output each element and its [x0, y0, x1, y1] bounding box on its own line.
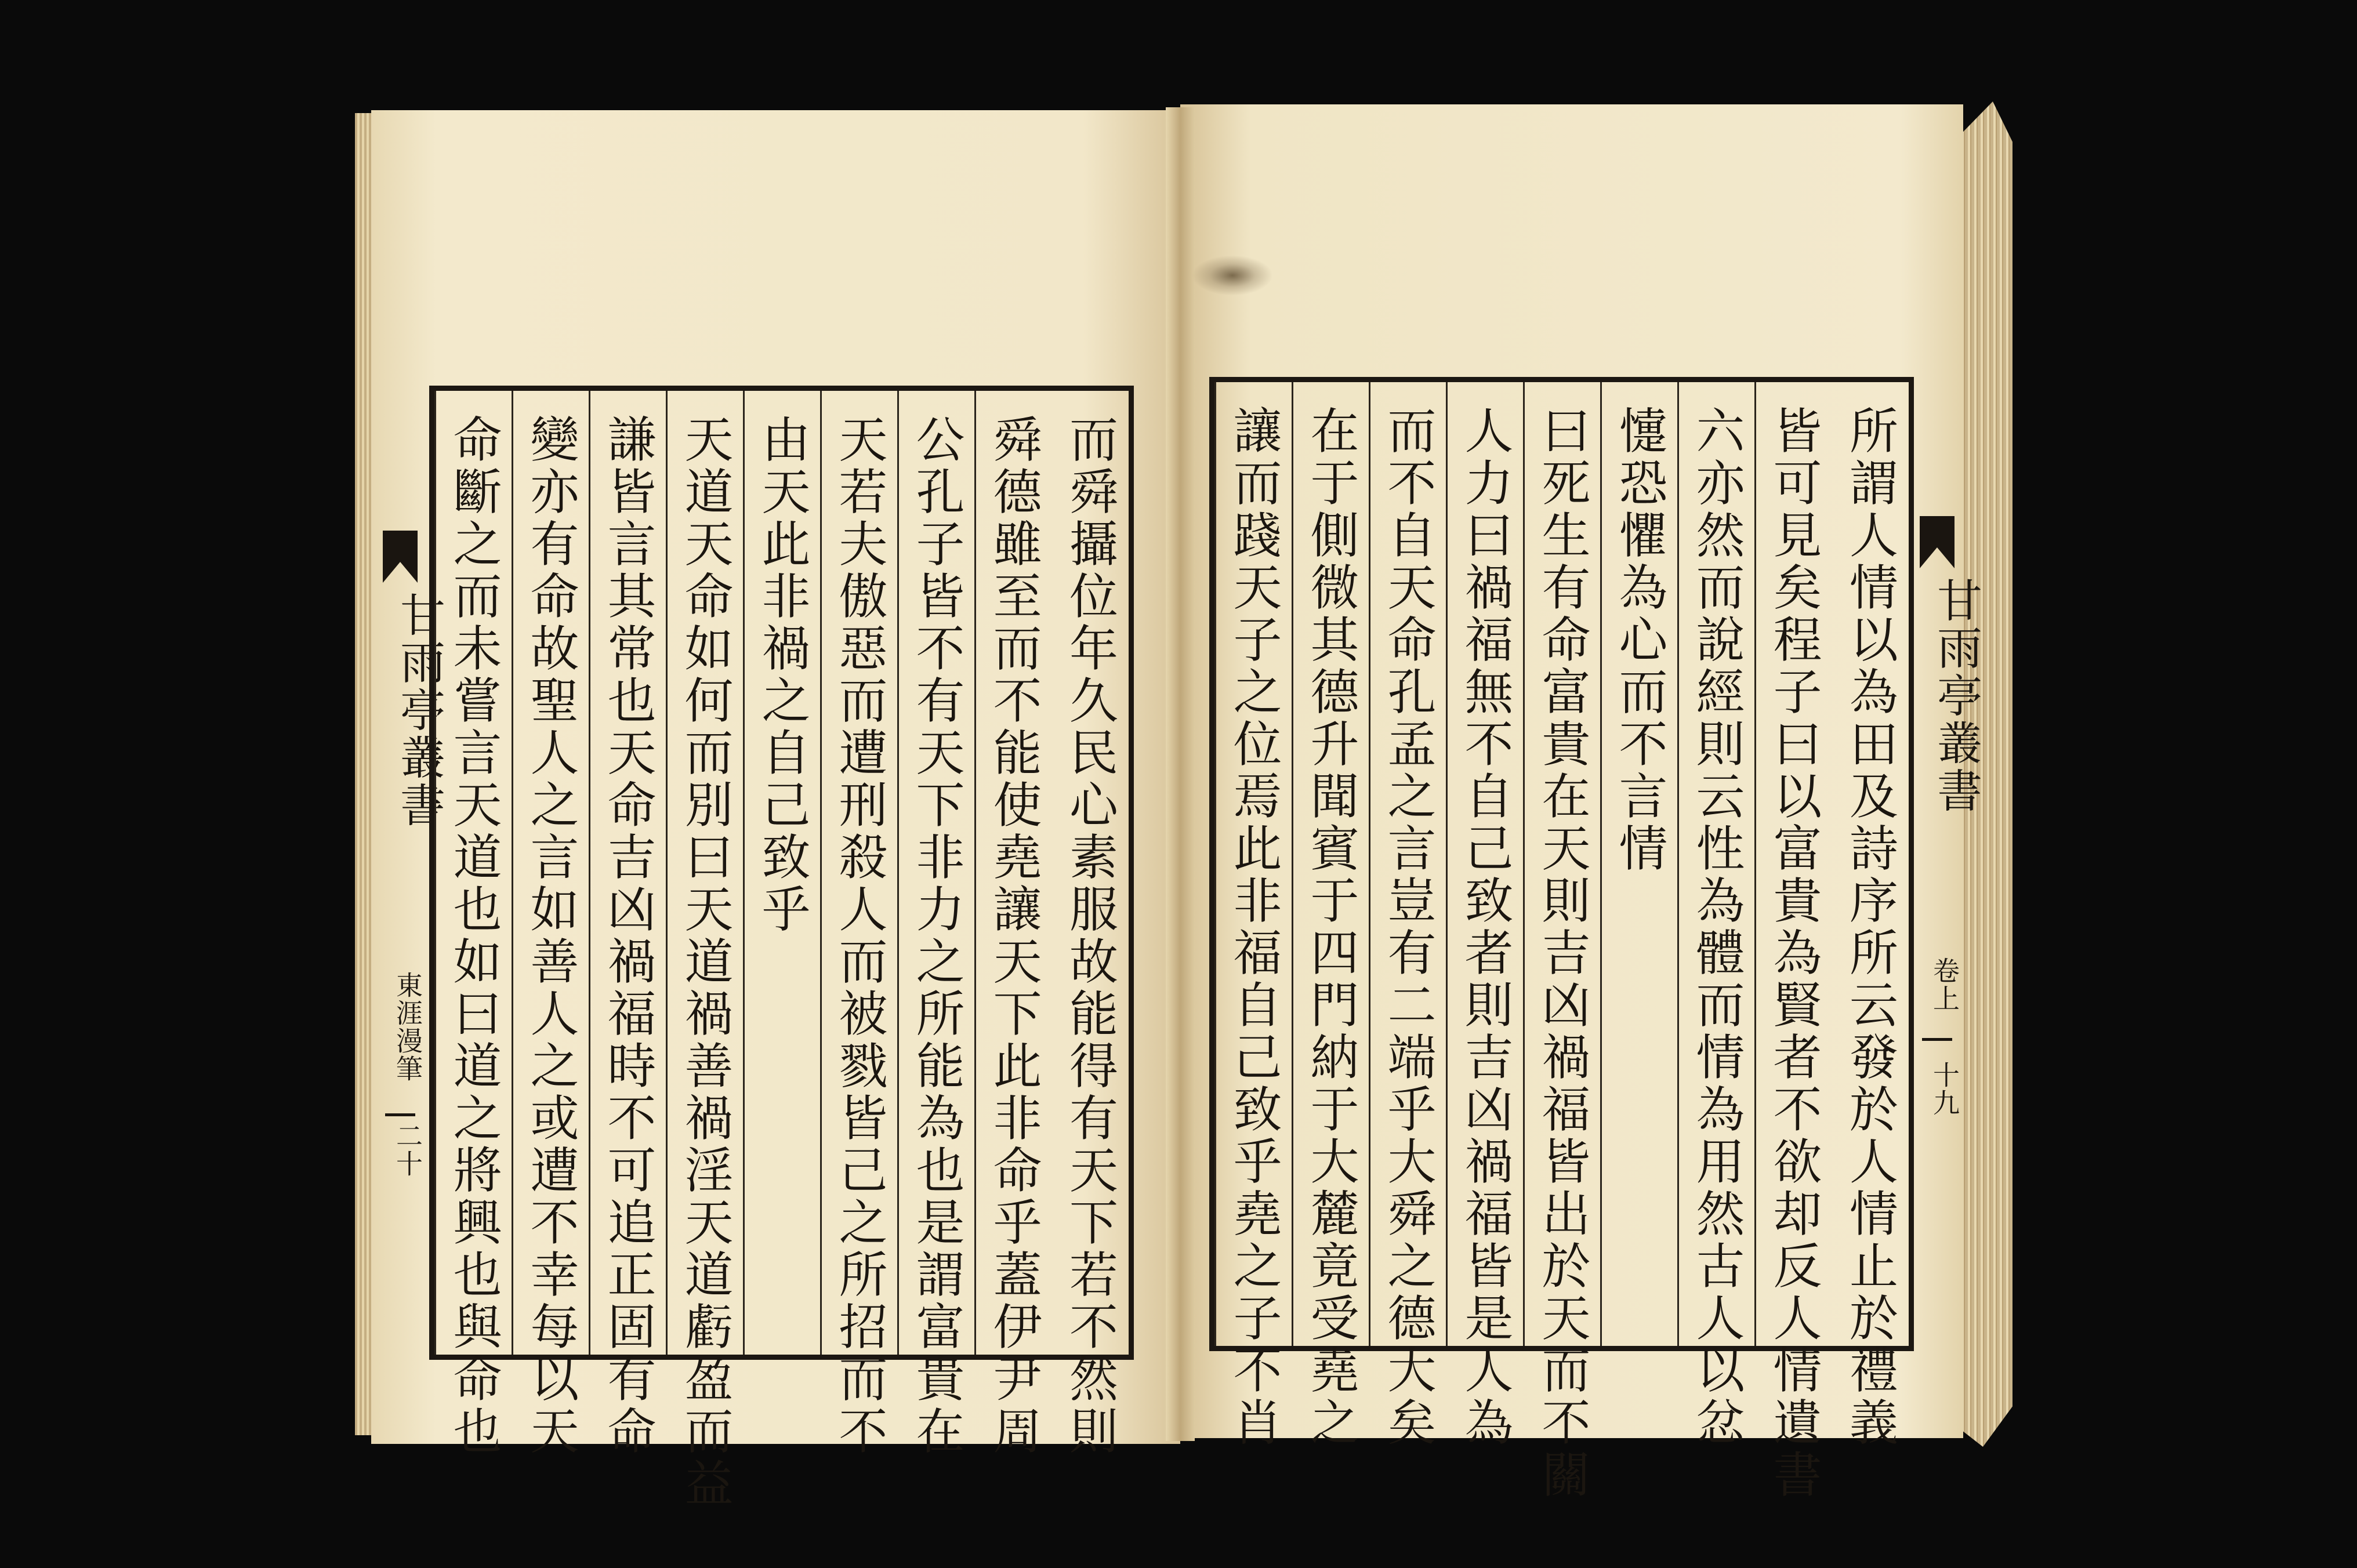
fish-tail-mark: [1920, 516, 1955, 568]
hanshin-subtitle: 卷上: [1929, 957, 1960, 1012]
text-column: 懥恐懼為心而不言情: [1600, 382, 1677, 1346]
text-column: 舜德雖至而不能使堯讓天下此非命乎蓋伊尹周: [974, 391, 1051, 1355]
text-column: 天若夫傲惡而遭刑殺人而被戮皆己之所招而不: [820, 391, 897, 1355]
hanshin-rule: [1922, 1038, 1952, 1041]
hanshin-folio: 十九: [1929, 1061, 1960, 1117]
left-hanshin: [383, 531, 445, 1186]
text-column: 在于側微其德升聞賓于四門納于大麓竟受堯之: [1292, 382, 1369, 1346]
text-column: 曰死生有命富貴在天則吉凶禍福皆出於天而不關: [1523, 382, 1600, 1346]
text-column: 讓而踐天子之位焉此非福自己致乎堯之子不肖: [1214, 382, 1292, 1346]
text-column: 由天此非禍之自己致乎: [743, 391, 820, 1355]
text-column: 命斷之而未嘗言天道也如曰道之將興也與命也: [434, 391, 512, 1355]
hanshin-subtitle: 東涯漫筆: [392, 971, 423, 1083]
hanshin-title: 甘雨亭叢書: [1930, 577, 1982, 815]
book-gutter: [1166, 107, 1195, 1441]
right-hanshin: [1920, 516, 1982, 1171]
text-column: 天道天命如何而別曰天道禍善禍淫天道虧盈而益: [666, 391, 743, 1355]
text-column: 公孔子皆不有天下非力之所能為也是謂富貴在: [897, 391, 974, 1355]
right-text-frame: [1209, 377, 1914, 1501]
text-column: 人力曰禍福無不自己致者則吉凶禍福皆是人為: [1446, 382, 1523, 1346]
text-column: 所謂人情以為田及詩序所云發於人情止於禮義: [1841, 405, 1899, 1449]
hanshin-folio: 二十: [392, 1122, 423, 1178]
left-text-frame: [429, 386, 1134, 1510]
text-column: 皆可見矣程子曰以富貴為賢者不欲却反人情遺書: [1754, 382, 1832, 1346]
paper-stain: [1192, 255, 1273, 296]
text-column: 而舜攝位年久民心素服故能得有天下若不然則: [1061, 414, 1119, 1458]
text-column: 變亦有命故聖人之言如善人之或遭不幸每以天: [512, 391, 589, 1355]
hanshin-rule: [385, 1113, 415, 1116]
text-column: 謙皆言其常也天命吉凶禍福時不可追正固有命: [589, 391, 666, 1355]
hanshin-title: 甘雨亭叢書: [393, 591, 445, 829]
fish-tail-mark: [383, 531, 418, 583]
text-column: 六亦然而說經則云性為體而情為用然古人以忿: [1677, 382, 1754, 1346]
text-column: 而不自天命孔孟之言豈有二端乎大舜之德大矣: [1369, 382, 1446, 1346]
